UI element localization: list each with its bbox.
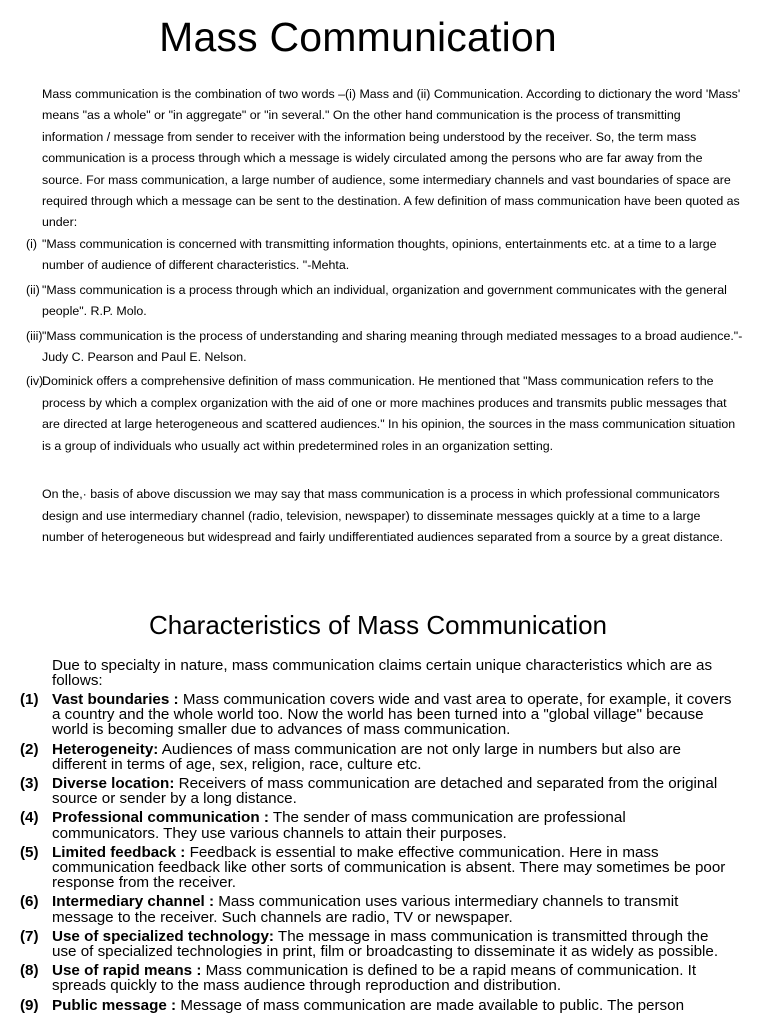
definition-number: (iv) xyxy=(26,374,44,389)
characteristic-number: (6) xyxy=(20,893,39,911)
characteristic-number: (3) xyxy=(20,775,39,793)
definition-text: "Mass communication is a process through which an individual, organization and government communicates with the general people". R.P. Molo. xyxy=(42,282,727,319)
characteristic-number: (2) xyxy=(20,740,39,758)
characteristic-item xyxy=(0,963,768,993)
characteristic-term: Intermediary channel : xyxy=(52,893,215,911)
definition-number: (ii) xyxy=(26,282,40,297)
page-title: Mass Communication xyxy=(159,14,557,60)
characteristic-text: Mass communication covers wide and vast area to operate, for example, it covers a country and the whole world too. Now the world has been turned into a "global village" because world is becoming smaller due to advances of mass communication. xyxy=(52,691,732,739)
characteristic-term: Professional communication : xyxy=(52,809,269,827)
characteristic-item xyxy=(0,776,768,806)
characteristic-item xyxy=(0,998,768,1013)
characteristic-item xyxy=(0,894,768,924)
section-title: Characteristics of Mass Communication xyxy=(148,610,608,640)
characteristic-text: Mass communication is defined to be a rapid means of communication. It spreads quickly to the mass audience through reproduction and distribution. xyxy=(52,962,697,995)
characteristic-number: (7) xyxy=(20,927,39,945)
characteristic-term: Vast boundaries : xyxy=(52,691,179,708)
characteristic-term: Limited feedback : xyxy=(52,843,186,861)
characteristic-text: Feedback is essential to make effective communication. Here in mass communication feedback like other sorts of communication is absent. There may sometimes be poor response from the receiver. xyxy=(52,843,726,892)
definition-item xyxy=(26,234,746,277)
characteristic-term: Use of specialized technology: xyxy=(52,927,274,945)
definition-number: (i) xyxy=(26,237,38,251)
definition-text: "Mass communication is the process of understanding and sharing meaning through mediated messages to a broad audience."-Judy C. Pearson and Paul E. Nelson. xyxy=(42,328,743,365)
definition-item xyxy=(26,371,746,457)
definition-item xyxy=(26,280,746,323)
characteristic-text: The message in mass communication is transmitted through the use of specialized technologies in print, film or broadcasting to disseminate it as widely as possible. xyxy=(52,927,719,961)
characteristic-item xyxy=(0,845,768,891)
definition-text: "Mass communication is concerned with transmitting information thoughts, opinions, entertainments etc. at a time to a large number of audience of different characteristics. "-Mehta. xyxy=(42,237,717,273)
conclusion-paragraph: On the,· basis of above discussion we may say that mass communication is a process in which professional communicators design and use intermediary channel (radio, television, newspaper) to disseminate messages quickly at a time to a large number of heterogeneous but widespread and fairly undifferentiated audiences separated from a source by a great distance. xyxy=(42,487,724,545)
characteristics-intro: Due to specialty in nature, mass communication claims certain unique characteristics which are as follows: xyxy=(52,657,713,690)
characteristic-number: (8) xyxy=(20,962,39,980)
definition-item xyxy=(26,326,746,369)
definition-list xyxy=(26,234,746,460)
characteristic-text: Receivers of mass communication are detached and separated from the original source or sender by a long distance. xyxy=(52,775,718,808)
characteristic-text: Mass communication uses various intermediary channels to transmit message to the receiver. Such channels are radio, TV or newspaper. xyxy=(52,893,679,926)
characteristic-number: (9) xyxy=(20,996,39,1014)
characteristic-text: Message of mass communication are made available to public. The person xyxy=(176,996,685,1014)
characteristic-number: (4) xyxy=(20,809,39,827)
characteristic-item xyxy=(0,692,768,738)
definition-text: Dominick offers a comprehensive definition of mass communication. He mentioned that "Mass communication refers to the process by which a complex organization with the aid of one or more machines produces and transmits public messages that are directed at large heterogeneous and scattered audiences." In his opinion, the sources in the mass communication situation is a group of individuals who usually act within predetermined roles in an organization setting. xyxy=(42,374,736,453)
characteristics-list xyxy=(0,692,768,1017)
characteristic-number: (1) xyxy=(20,691,39,708)
intro-paragraph: Mass communication is the combination of two words –(i) Mass and (ii) Communication. According to dictionary the word 'Mass' means "as a whole" or "in aggregate" or "in several." On the other hand communication is the process of transmitting information / message from sender to receiver with the information being understood by the receiver. So, the term mass communication is a process through which a message is widely circulated among the persons who are far away from the source. For mass communication, a large number of audience, some intermediary channels and vast boundaries of space are required through which a message can be sent to the destination. A few definition of mass communication have been quoted as under: xyxy=(42,87,741,230)
characteristic-term: Diverse location: xyxy=(52,775,175,793)
definition-number: (iii) xyxy=(26,328,43,343)
characteristic-item xyxy=(0,742,768,772)
characteristic-number: (5) xyxy=(20,843,39,861)
characteristic-item xyxy=(0,929,768,959)
characteristic-text: Audiences of mass communication are not only large in numbers but also are different in terms of age, sex, religion, race, culture etc. xyxy=(52,740,681,773)
characteristic-term: Use of rapid means : xyxy=(52,962,202,980)
characteristic-item xyxy=(0,810,768,840)
characteristic-term: Heterogeneity: xyxy=(52,740,159,758)
characteristic-text: The sender of mass communication are professional communicators. They use various channels to attain their purposes. xyxy=(52,809,626,842)
characteristic-term: Public message : xyxy=(52,996,177,1014)
